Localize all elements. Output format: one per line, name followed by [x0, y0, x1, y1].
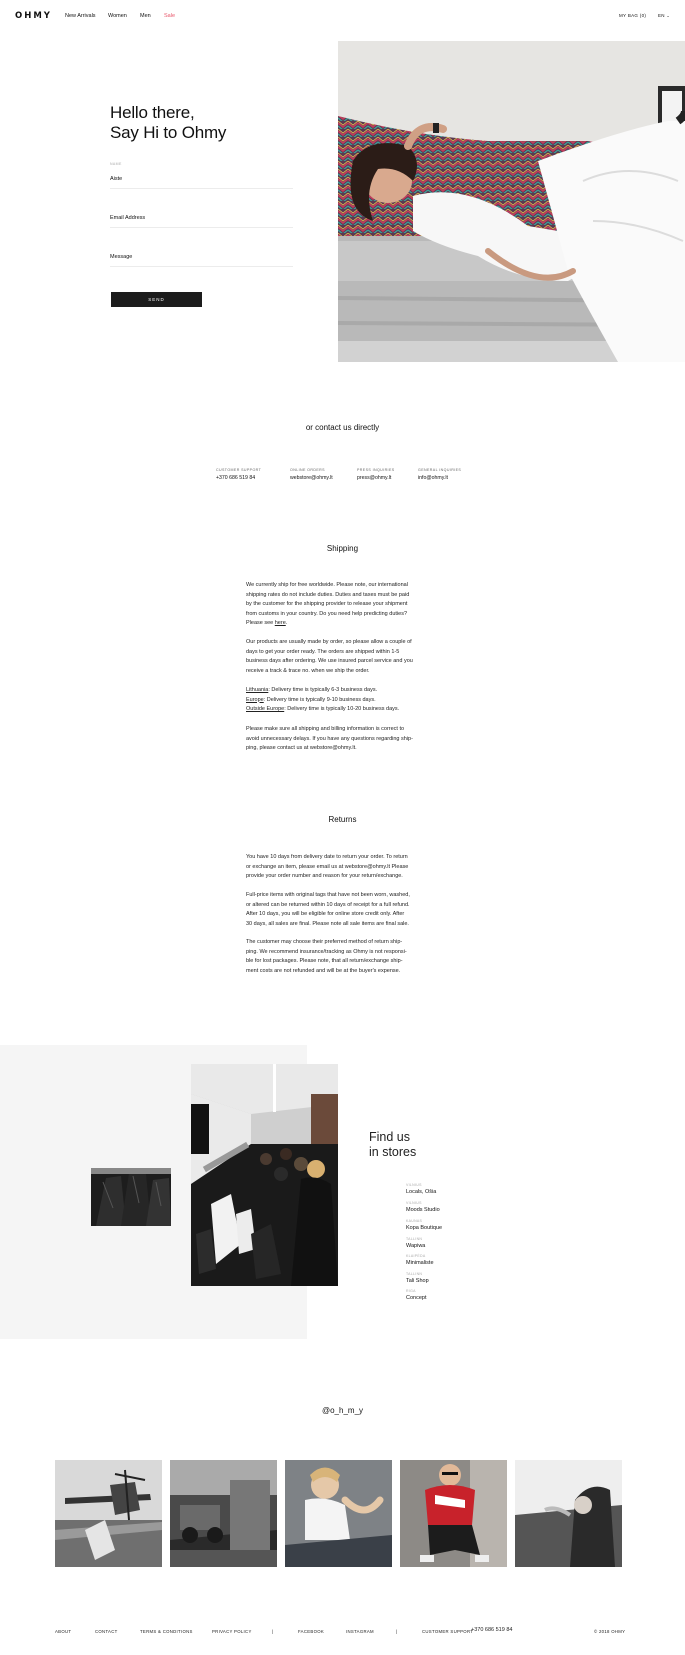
region-line: [246, 705, 431, 715]
duties-help-link[interactable]: here: [274, 620, 286, 627]
store-city: KAUNAS: [406, 1219, 423, 1223]
email-field[interactable]: Email Address: [110, 215, 146, 221]
store-city: RIGA: [406, 1289, 416, 1293]
returns-paragraph-1: [246, 853, 431, 882]
instagram-photo[interactable]: [515, 1460, 622, 1567]
contact-label-press: PRESS INQUIRIES: [357, 468, 395, 472]
message-field[interactable]: Message: [110, 254, 133, 260]
text-line: provide your order number and reason for your return/exchange.: [246, 873, 403, 880]
contact-label-support: CUSTOMER SUPPORT: [216, 468, 262, 472]
store-city: VILNIUS: [406, 1183, 422, 1187]
footer-link-privacy[interactable]: PRIVACY POLICY: [212, 1629, 252, 1634]
page-title: [110, 103, 226, 143]
store-name[interactable]: Wapiwa: [406, 1243, 426, 1249]
contact-label-general: GENERAL INQUIRIES: [418, 468, 462, 472]
store-name[interactable]: Minimaliste: [406, 1260, 434, 1266]
shipping-regions: [246, 686, 431, 715]
my-bag-link[interactable]: MY BAG (0): [619, 13, 647, 18]
nav-new-arrivals[interactable]: New Arrivals: [65, 13, 96, 19]
chevron-down-icon: ⌄: [666, 13, 671, 18]
contact-label-orders: ONLINE ORDERS: [290, 468, 325, 472]
text-line: shipping rates do not include duties. Duties and taxes must be paid: [246, 591, 410, 598]
contact-value-orders[interactable]: webstore@ohmy.lt: [290, 475, 333, 481]
footer-copyright: © 2018 OHMY: [594, 1629, 626, 1634]
text-line: Please make sure all shipping and billing information is correct to: [246, 726, 405, 732]
text-line: The customer may choose their preferred method of return ship-: [246, 939, 403, 945]
title-line-2: Say Hi to Ohmy: [110, 123, 227, 142]
store-name[interactable]: Kopa Boutique: [406, 1225, 443, 1231]
region-line: [246, 686, 431, 696]
footer-divider: |: [272, 1629, 274, 1634]
stores-title-line-2: in stores: [369, 1145, 417, 1159]
store-name[interactable]: Concept: [406, 1295, 427, 1301]
returns-paragraph-2: [246, 891, 431, 929]
send-button[interactable]: SEND: [111, 292, 202, 307]
footer-phone-link[interactable]: +370 686 519 84: [471, 1627, 513, 1633]
contact-value-press[interactable]: press@ohmy.lt: [357, 475, 392, 481]
region-europe-link[interactable]: Europe: [246, 696, 264, 703]
email-field-underline: [110, 227, 293, 228]
contact-value-general[interactable]: info@ohmy.lt: [418, 475, 448, 481]
store-name[interactable]: Moods Studio: [406, 1207, 440, 1213]
language-label: EN: [658, 13, 665, 18]
text-line: ble for lost packages. Please note, that all return/exchange ship-: [246, 958, 403, 965]
name-field[interactable]: Aiste: [110, 176, 123, 182]
store-photo-small: [91, 1168, 171, 1226]
store-name[interactable]: Tali Shop: [406, 1278, 429, 1284]
name-field-underline: [110, 188, 293, 189]
text-line: from customs in your country. Do you need help predicting duties?: [246, 610, 408, 617]
language-selector[interactable]: [658, 13, 670, 18]
region-outside-europe-link[interactable]: Outside Europe: [246, 706, 285, 713]
text-line: We currently ship for free worldwide. Please note, our international: [246, 582, 408, 588]
instagram-photo[interactable]: [285, 1460, 392, 1567]
region-lithuania-link[interactable]: Lithuania: [246, 687, 269, 693]
shipping-paragraph-2: [246, 638, 431, 676]
text-line: After 10 days, you will be eligible for online store credit only. After: [246, 911, 405, 918]
region-text: : Delivery time is typically 6-3 business days.: [268, 687, 378, 693]
store-city: VILNIUS: [406, 1201, 422, 1205]
store-photo-large: [191, 1064, 338, 1286]
footer-link-about[interactable]: ABOUT: [55, 1629, 72, 1634]
nav-men[interactable]: Men: [140, 13, 151, 19]
region-line: [246, 696, 431, 706]
hero-photo: [338, 41, 685, 362]
shipping-title: Shipping: [326, 544, 359, 553]
text-fragment: Please see: [246, 620, 275, 627]
text-line: You have 10 days from delivery date to return your order. To return: [246, 854, 408, 860]
text-line: avoid unnecessary delays. If you have any questions regarding ship-: [246, 735, 413, 742]
store-city: TALLINN: [406, 1272, 423, 1276]
nav-women[interactable]: Women: [108, 13, 127, 19]
shipping-paragraph-1: [246, 581, 431, 629]
stores-title: [369, 1130, 416, 1160]
logo[interactable]: OHMY: [15, 11, 52, 21]
store-city: KLAIPĖDA: [406, 1254, 426, 1258]
text-line: ping, please contact us at webstore@ohmy.lt.: [246, 745, 357, 752]
footer-divider: |: [396, 1629, 398, 1634]
instagram-photo[interactable]: [170, 1460, 277, 1567]
text-line: Full-price items with original tags that have not been worn, washed,: [246, 892, 410, 898]
text-line: business days after ordering. We use insured parcel service and you: [246, 658, 413, 665]
text-line: [246, 619, 431, 629]
text-line: ment costs are not refunded and will be at the buyer's expense.: [246, 967, 401, 974]
contact-value-support[interactable]: +370 686 519 84: [216, 475, 256, 481]
text-line: ping. We recommend insurance/tracking as Ohmy is not responsi-: [246, 948, 407, 955]
name-field-label: NAME: [110, 162, 122, 166]
returns-paragraph-3: [246, 938, 431, 976]
text-line: days to get your order ready. The orders are shipped within 1-5: [246, 648, 400, 655]
instagram-handle[interactable]: @o_h_m_y: [321, 1406, 364, 1415]
title-line-1: Hello there,: [110, 103, 195, 122]
returns-title: Returns: [328, 815, 357, 824]
instagram-photo[interactable]: [55, 1460, 162, 1567]
region-text: : Delivery time is typically 10-20 business days.: [284, 706, 400, 713]
instagram-photo[interactable]: [400, 1460, 507, 1567]
shipping-paragraph-4: [246, 725, 431, 754]
message-field-underline: [110, 266, 293, 267]
contact-section-title: or contact us directly: [305, 423, 380, 432]
region-text: : Delivery time is typically 9-10 business days.: [263, 696, 376, 703]
footer-link-facebook[interactable]: FACEBOOK: [298, 1629, 325, 1634]
text-line: 30 days, all sales are final. Please note all sale items are final sale.: [246, 920, 409, 927]
footer-link-terms[interactable]: TERMS & CONDITIONS: [140, 1629, 193, 1634]
footer-link-instagram[interactable]: INSTAGRAM: [346, 1629, 374, 1634]
nav-sale[interactable]: Sale: [164, 13, 176, 19]
text-line: or exchange an item, please email us at webstore@ohmy.lt Please: [246, 863, 409, 870]
footer-link-contact[interactable]: CONTACT: [95, 1629, 118, 1634]
footer-support-label: CUSTOMER SUPPORT: [422, 1629, 474, 1634]
text-line: or altered can be returned within 10 days of receipt for a full refund.: [246, 901, 410, 908]
text-line: by the customer for the shipping provider to release your shipment: [246, 601, 408, 608]
stores-title-line-1: Find us: [369, 1130, 410, 1144]
text-line: receive a track & trace no. when we ship the order.: [246, 667, 370, 674]
store-name[interactable]: Locals, Ošia: [406, 1189, 437, 1195]
store-city: TALLINN: [406, 1237, 423, 1241]
text-line: Our products are usually made by order, so please allow a couple of: [246, 639, 412, 645]
text-fragment: .: [285, 620, 288, 627]
